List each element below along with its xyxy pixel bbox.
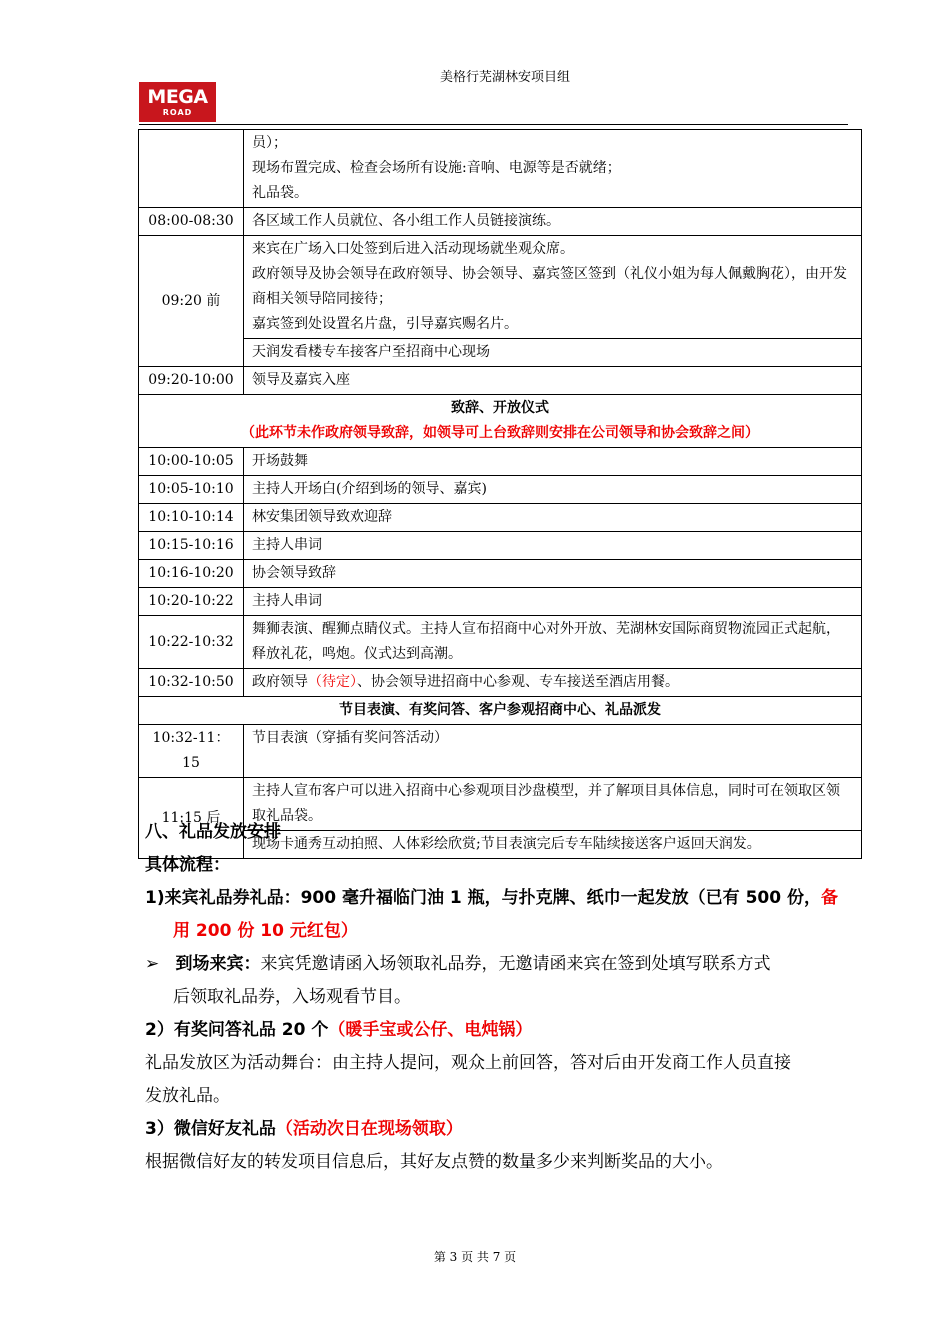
flow-label: 具体流程： [145, 855, 230, 875]
gift-item-1-cont: 用 200 份 10 元红包） [173, 921, 358, 941]
gift-item-3 [145, 1113, 855, 1146]
time-cell [139, 725, 244, 778]
time-cell: 10:05-10:10 [139, 476, 244, 504]
bullet-label: 到场来宾： [175, 954, 261, 974]
time-cell [139, 130, 244, 208]
desc-line: 现场布置完成、检查会场所有设施:音响、电源等是否就绪； [252, 160, 621, 176]
desc-cell: 节目表演（穿插有奖问答活动） [244, 725, 862, 778]
pending-note: （待定） [308, 674, 357, 690]
desc-line: 政府领导及协会领导在政府领导、协会领导、嘉宾签区签到（礼仪小姐为每人佩戴胸花），由开发商相关领导陪同接待； [252, 266, 847, 307]
section-row [139, 697, 862, 725]
desc-cell [244, 236, 862, 339]
desc-cell: 主持人串词 [244, 588, 862, 616]
desc-line: 礼品袋。 [252, 185, 308, 201]
desc-cell: 林安集团领导致欢迎辞 [244, 504, 862, 532]
arrow-bullet-icon: ➢ [145, 954, 160, 974]
time-cell: 08:00-08:30 [139, 208, 244, 236]
desc-pre: 政府领导 [252, 674, 308, 690]
section-heading: 八、礼品发放安排 [145, 822, 281, 842]
bullet-text: 来宾凭邀请函入场领取礼品券，无邀请函来宾在签到处填写联系方式 [260, 954, 771, 974]
table-row [139, 367, 862, 395]
table-row [139, 532, 862, 560]
time-cell: 10:20-10:22 [139, 588, 244, 616]
item-text: 1)来宾礼品券礼品：900 毫升福临门油 1 瓶，与扑克牌、纸巾一起发放（已有 500 份， [145, 888, 821, 908]
time-cell: 10:32-10:50 [139, 669, 244, 697]
time-cell: 10:00-10:05 [139, 448, 244, 476]
page-footer: 第 3 页 共 7 页 [433, 1250, 517, 1264]
item-red-text: 备 [821, 888, 838, 908]
desc-cell: 主持人开场白(介绍到场的领导、嘉宾) [244, 476, 862, 504]
table-row [139, 339, 862, 367]
desc-post: 、协会领导进招商中心参观、专车接送至酒店用餐。 [357, 674, 679, 690]
logo-text-top: MEGA [147, 86, 208, 108]
schedule-table [138, 129, 862, 859]
table-row [139, 588, 862, 616]
table-row [139, 208, 862, 236]
header-title: 美格行芜湖林安项目组 [440, 70, 571, 85]
desc-cell: 主持人串词 [244, 532, 862, 560]
desc-cell [244, 669, 862, 697]
desc-cell: 天润发看楼专车接客户至招商中心现场 [244, 339, 862, 367]
bullet-text-cont: 后领取礼品券，入场观看节目。 [173, 987, 411, 1007]
time-cell: 09:20-10:00 [139, 367, 244, 395]
section-title: 致辞、开放仪式 [451, 400, 549, 416]
desc-cell: 主持人宣布客户可以进入招商中心参观项目沙盘模型，并了解项目具体信息，同时可在领取区领取礼品袋。 [244, 778, 862, 831]
gift-item-2-desc: 礼品发放区为活动舞台：由主持人提问，观众上前回答，答对后由开发商工作人员直接 [145, 1053, 791, 1073]
mega-road-logo [139, 82, 216, 122]
time-cell: 10:22-10:32 [139, 616, 244, 669]
desc-line: 来宾在广场入口处签到后进入活动现场就坐观众席。 [252, 241, 574, 257]
gift-item-2 [145, 1014, 855, 1047]
desc-cell: 现场卡通秀互动拍照、人体彩绘欣赏;节目表演完后专车陆续接送客户返回天润发。 [244, 831, 862, 859]
section-header: 节目表演、有奖问答、客户参观招商中心、礼品派发 [139, 697, 862, 725]
time-cell: 10:10-10:14 [139, 504, 244, 532]
desc-line: 员）； [252, 135, 287, 151]
time-cell: 09:20 前 [139, 236, 244, 367]
time-cell: 10:16-10:20 [139, 560, 244, 588]
table-row [139, 560, 862, 588]
desc-line: 嘉宾签到处设置名片盘，引导嘉宾赐名片。 [252, 316, 518, 332]
table-row [139, 236, 862, 339]
desc-cell [244, 130, 862, 208]
item-red-text: （活动次日在现场领取） [275, 1119, 463, 1139]
desc-cell: 舞狮表演、醒狮点睛仪式。主持人宣布招商中心对外开放、芜湖林安国际商贸物流园正式起航，释放礼花，鸣炮。仪式达到高潮。 [244, 616, 862, 669]
time-line: 15 [182, 755, 200, 771]
header-rule [139, 124, 848, 125]
item-text: 2）有奖问答礼品 20 个 [145, 1020, 329, 1040]
table-row [139, 616, 862, 669]
desc-cell: 领导及嘉宾入座 [244, 367, 862, 395]
table-row [139, 725, 862, 778]
section-row [139, 395, 862, 448]
table-row [139, 130, 862, 208]
gift-item-3-desc: 根据微信好友的转发项目信息后，其好友点赞的数量多少来判断奖品的大小。 [145, 1152, 723, 1172]
item-text: 3）微信好友礼品 [145, 1119, 276, 1139]
table-row [139, 669, 862, 697]
item-red-text: （暖手宝或公仔、电炖锅） [328, 1020, 533, 1040]
desc-cell: 协会领导致辞 [244, 560, 862, 588]
gift-item-2-desc-cont: 发放礼品。 [145, 1086, 230, 1106]
desc-cell: 开场鼓舞 [244, 448, 862, 476]
gift-item-1 [145, 882, 855, 915]
table-row [139, 448, 862, 476]
time-cell: 11:15 后 [139, 778, 244, 859]
section-note: （此环节未作政府领导致辞，如领导可上台致辞则安排在公司领导和协会致辞之间） [241, 425, 759, 441]
table-row [139, 476, 862, 504]
section-8 [145, 816, 855, 1179]
table-row [139, 504, 862, 532]
bullet-item [145, 948, 855, 981]
time-cell: 10:15-10:16 [139, 532, 244, 560]
desc-cell: 各区域工作人员就位、各小组工作人员链接演练。 [244, 208, 862, 236]
time-line: 10:32-11： [152, 730, 230, 746]
logo-text-bottom: ROAD [162, 108, 193, 117]
section-header [139, 395, 862, 448]
